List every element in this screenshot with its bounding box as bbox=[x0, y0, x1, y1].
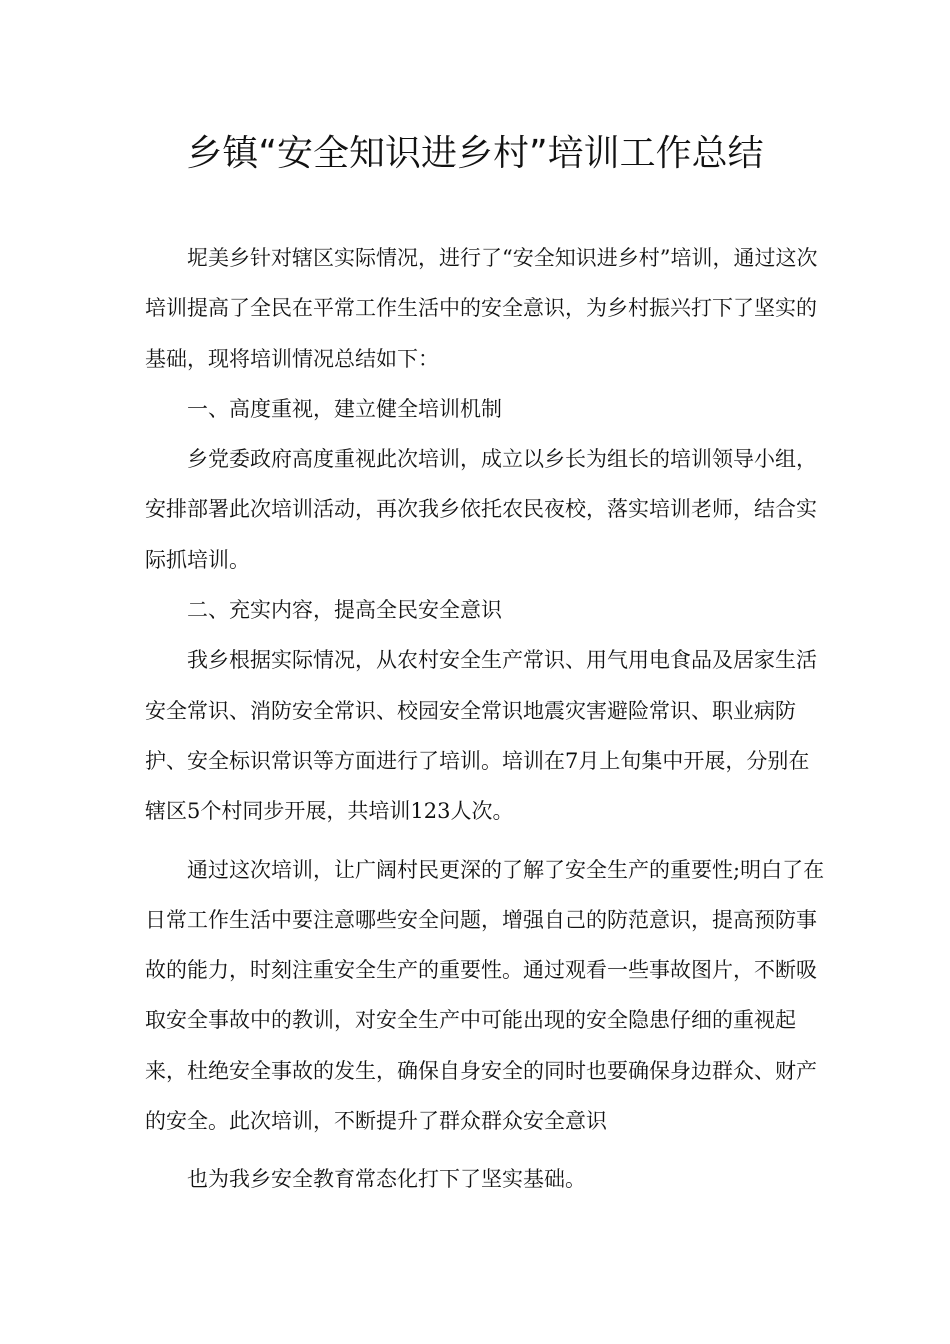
document-title: 乡镇“安全知识进乡村”培训工作总结 bbox=[186, 133, 764, 174]
section-heading-1: 一、高度重视，建立健全培训机制 bbox=[187, 396, 502, 421]
document-body bbox=[145, 233, 825, 1205]
paragraph-gap bbox=[145, 837, 825, 845]
section-2-paragraph: 我乡根据实际情况，从农村安全生产常识、用气用电食品及居家生活安全常识、消防安全常识、校园安全常识地震灾害避险常识、职业病防护、安全标识常识等方面进行了培训。培训在7月上旬集中开展，分别在辖区5个村同步开展，共培训123人次。 bbox=[145, 648, 817, 824]
summary-paragraph: 通过这次培训，让广阔村民更深的了解了安全生产的重要性;明白了在日常工作生活中要注意哪些安全问题，增强自己的防范意识，提高预防事故的能力，时刻注重安全生产的重要性。通过观看一些事故图片，不断吸取安全事故中的教训，对安全生产中可能出现的安全隐患仔细的重视起来，杜绝安全事故的发生，确保自身安全的同时也要确保身边群众、财产的安全。此次培训，不断提升了群众群众安全意识 bbox=[145, 857, 825, 1134]
paragraph-gap bbox=[145, 1146, 825, 1154]
closing-paragraph: 也为我乡安全教育常态化打下了坚实基础。 bbox=[187, 1167, 586, 1192]
section-1-paragraph: 乡党委政府高度重视此次培训，成立以乡长为组长的培训领导小组，安排部署此次培训活动，再次我乡依托农民夜校，落实培训老师，结合实际抓培训。 bbox=[145, 447, 817, 572]
intro-paragraph: 坭美乡针对辖区实际情况，进行了“安全知识进乡村”培训，通过这次培训提高了全民在平常工作生活中的安全意识，为乡村振兴打下了坚实的基础，现将培训情况总结如下： bbox=[145, 246, 818, 371]
section-heading-2: 二、充实内容，提高全民安全意识 bbox=[187, 598, 502, 623]
